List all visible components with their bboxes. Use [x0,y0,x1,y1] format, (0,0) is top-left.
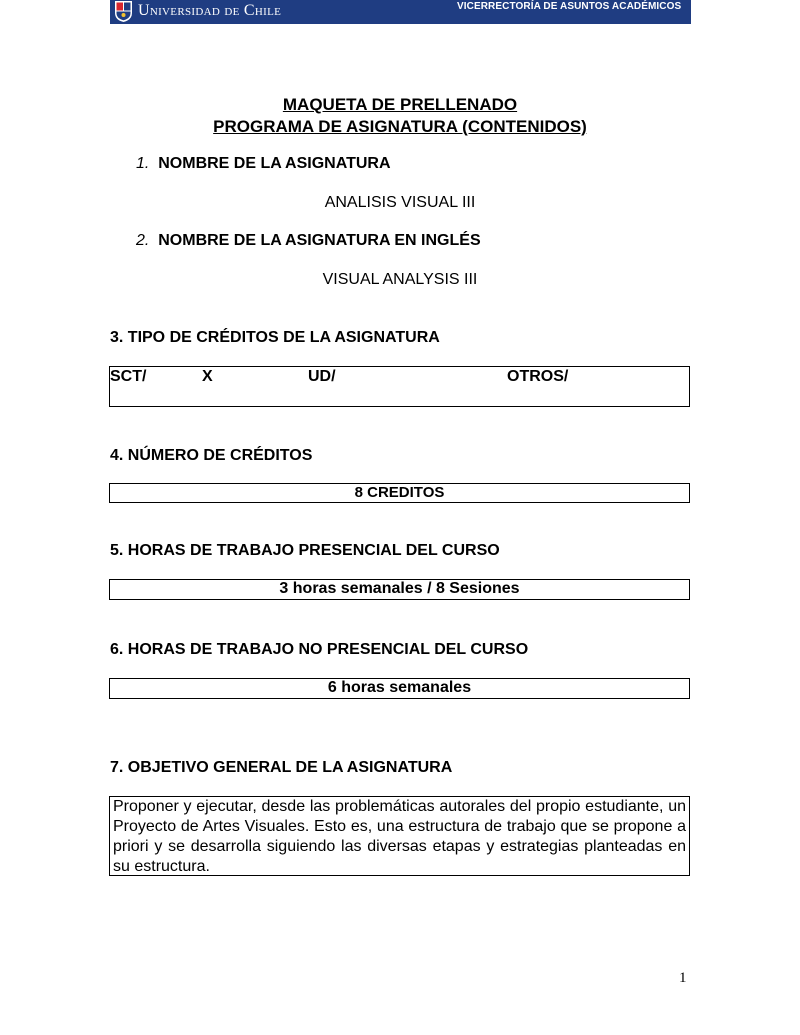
university-crest-icon [115,1,132,22]
vice-rectory-label: VICERRECTORÍA DE ASUNTOS ACADÉMICOS [457,1,682,12]
section-4-heading: 4. NÚMERO DE CRÉDITOS [110,447,313,464]
credit-type-box [109,366,690,407]
non-presential-hours-box [109,678,690,699]
university-name: Universidad de Chile [138,2,282,19]
course-name-english-value: VISUAL ANALYSIS III [322,271,478,288]
section-2-heading [136,231,481,251]
objective-box [109,796,690,876]
section-1-heading [136,154,391,174]
section-5-heading: 5. HORAS DE TRABAJO PRESENCIAL DEL CURSO [110,542,500,559]
non-presential-hours-value: 6 horas semanales [327,679,472,696]
document-title-line1: MAQUETA DE PRELLENADO [282,95,518,114]
page-number: 1 [679,970,687,986]
objective-text: Proponer y ejecutar, desde las problemáticas autorales del propio estudiante, un Proyecto de Artes Visuales. Esto es, una estructura de trabajo que se propone a priori y se desarrolla siguiendo las diversas etapas y estrategias planteadas en su estructura. [113,798,686,875]
credits-number-value: 8 CREDITOS [354,484,445,501]
ud-label: UD/ [308,368,336,385]
section-1-number: 1. [136,155,150,172]
section-7-heading: 7. OBJETIVO GENERAL DE LA ASIGNATURA [110,759,453,776]
course-name-value: ANALISIS VISUAL III [324,194,476,211]
sct-label: SCT/ [110,368,147,385]
section-1-title: NOMBRE DE LA ASIGNATURA [158,155,391,172]
presential-hours-box [109,579,690,600]
document-title-line2: PROGRAMA DE ASIGNATURA (CONTENIDOS) [213,117,587,136]
presential-hours-value: 3 horas semanales / 8 Sesiones [279,580,520,597]
section-3-heading: 3. TIPO DE CRÉDITOS DE LA ASIGNATURA [110,329,440,346]
sct-mark: X [202,368,213,385]
credits-number-box [109,483,690,503]
otros-label: OTROS/ [507,368,569,385]
section-6-heading: 6. HORAS DE TRABAJO NO PRESENCIAL DEL CURSO [110,641,529,658]
section-2-number: 2. [136,232,150,249]
section-2-title: NOMBRE DE LA ASIGNATURA EN INGLÉS [158,232,481,249]
